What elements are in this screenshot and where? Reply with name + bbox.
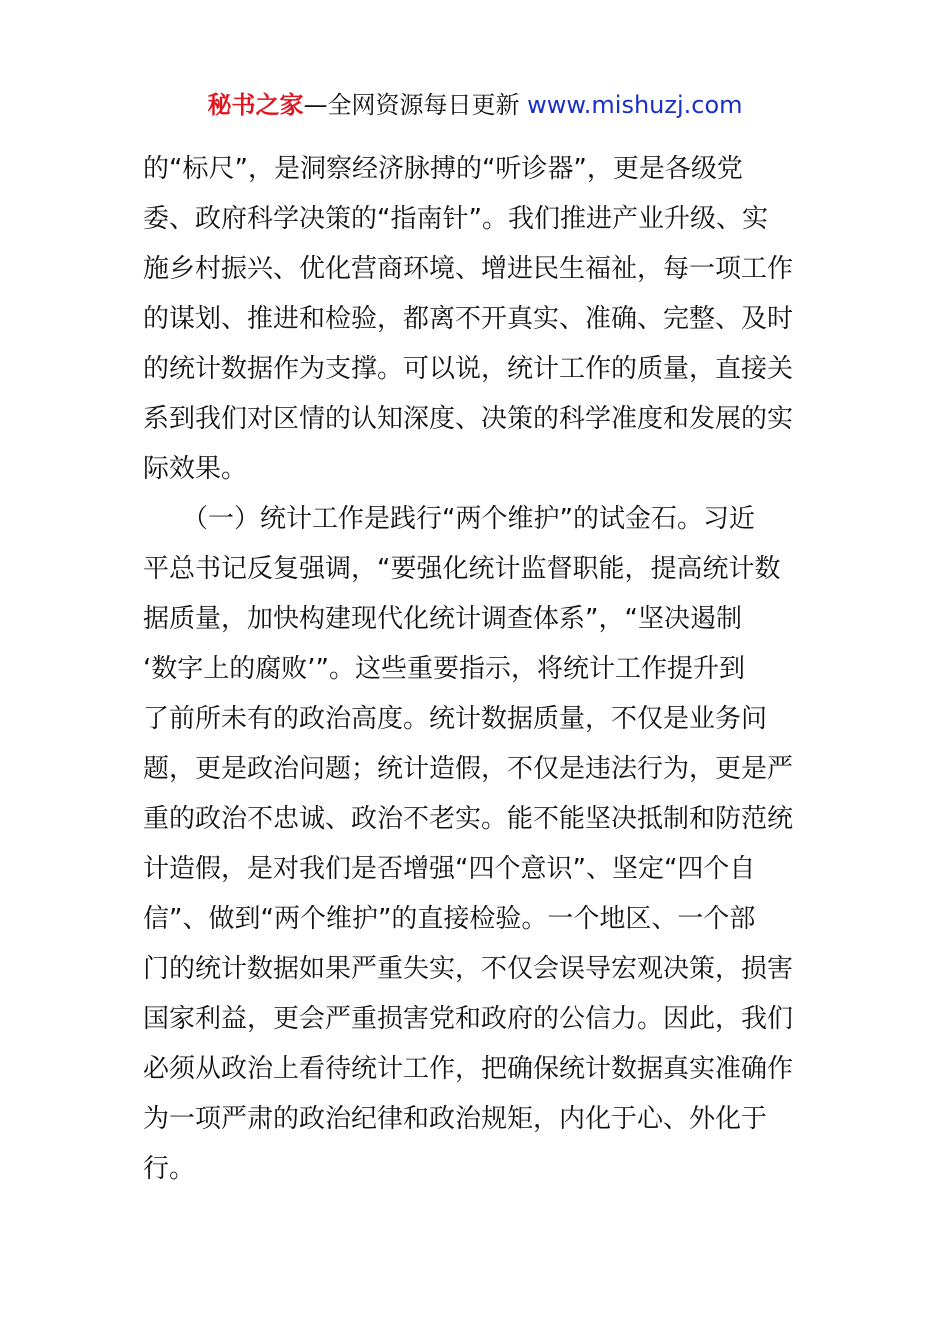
text-line: 系到我们对区情的认知深度、决策的科学准度和发展的实 — [143, 404, 794, 434]
text-line: 信”、做到“两个维护”的直接检验。一个地区、一个部 — [143, 904, 756, 934]
text-line: ‘数字上的腐败’”。这些重要指示，将统计工作提升到 — [143, 654, 745, 684]
text-line: 题，更是政治问题；统计造假，不仅是违法行为，更是严 — [143, 754, 794, 784]
text-line: （一）统计工作是践行“两个维护”的试金石。习近 — [143, 504, 755, 534]
text-line: 际效果。 — [143, 454, 248, 484]
text-line: 行。 — [143, 1154, 196, 1184]
text-line: 必须从政治上看待统计工作，把确保统计数据真实准确作 — [143, 1054, 794, 1084]
text-line: 据质量，加快构建现代化统计调查体系”，“坚决遏制 — [143, 604, 742, 634]
page-header — [0, 88, 950, 122]
site-url-link[interactable]: www.mishuzj.com — [527, 91, 743, 119]
text-line: 重的政治不忠诚、政治不老实。能不能坚决抵制和防范统 — [143, 804, 794, 834]
text-line: 为一项严肃的政治纪律和政治规矩，内化于心、外化于 — [143, 1104, 768, 1134]
text-line: 的谋划、推进和检验，都离不开真实、准确、完整、及时 — [143, 304, 794, 334]
text-line: 施乡村振兴、优化营商环境、增进民生福祉，每一项工作 — [143, 254, 794, 284]
text-line: 平总书记反复强调，“要强化统计监督职能，提高统计数 — [143, 554, 781, 584]
brand-name: 秘书之家 — [207, 91, 304, 119]
text-line: 国家利益，更会严重损害党和政府的公信力。因此，我们 — [143, 1004, 794, 1034]
text-line: 门的统计数据如果严重失实，不仅会误导宏观决策，损害 — [143, 954, 794, 984]
text-line: 委、政府科学决策的“指南针”。我们推进产业升级、实 — [143, 204, 768, 234]
text-line: 的统计数据作为支撑。可以说，统计工作的质量，直接关 — [143, 354, 794, 384]
text-line: 了前所未有的政治高度。统计数据质量，不仅是业务问 — [143, 704, 768, 734]
header-tagline: —全网资源每日更新 — [303, 91, 528, 119]
document-body — [143, 144, 813, 1194]
text-line: 的“标尺”，是洞察经济脉搏的“听诊器”，更是各级党 — [143, 154, 743, 184]
text-line: 计造假，是对我们是否增强“四个意识”、坚定“四个自 — [143, 854, 756, 884]
